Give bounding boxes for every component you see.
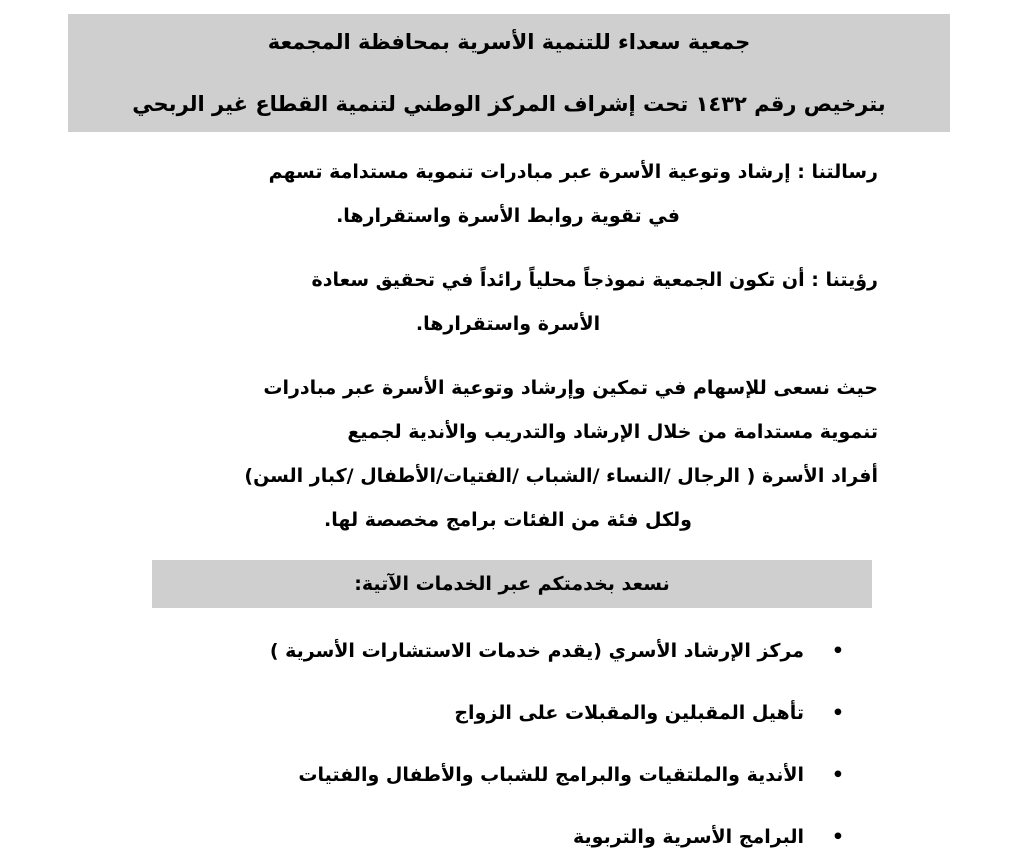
service-label: تأهيل المقبلين والمقبلات على الزواج: [454, 702, 804, 724]
about-paragraph: [138, 366, 878, 542]
bullet-icon: •: [831, 764, 844, 786]
mission-line-2: في تقوية روابط الأسرة واستقرارها.: [336, 205, 680, 227]
list-item: [144, 620, 844, 682]
services-heading: نسعد بخدمتكم عبر الخدمات الآتية:: [152, 560, 872, 608]
association-name: جمعية سعداء للتنمية الأسرية بمحافظة المجمعة: [267, 30, 751, 54]
about-line-1: حيث نسعى للإسهام في تمكين وإرشاد وتوعية الأسرة عبر مبادرات: [263, 377, 878, 399]
service-label: مركز الإرشاد الأسري (يقدم خدمات الاستشارات الأسرية ): [269, 640, 804, 662]
list-item: [144, 744, 844, 806]
service-label: البرامج الأسرية والتربوية: [573, 826, 804, 848]
bullet-icon: •: [831, 702, 844, 724]
vision-paragraph: [138, 258, 878, 346]
bullet-icon: •: [831, 826, 844, 848]
mission-line-1: رسالتنا : إرشاد وتوعية الأسرة عبر مبادرات تنموية مستدامة تسهم: [268, 161, 878, 183]
about-line-2: تنموية مستدامة من خلال الإرشاد والتدريب والأندية لجميع: [347, 421, 878, 443]
bullet-icon: •: [831, 640, 844, 662]
mission-paragraph: [138, 150, 878, 238]
service-label: الأندية والملتقيات والبرامج للشباب والأطفال والفتيات: [298, 764, 804, 786]
list-item: [144, 682, 844, 744]
about-line-4: ولكل فئة من الفئات برامج مخصصة لها.: [324, 509, 692, 531]
services-list: [144, 620, 844, 868]
license-statement: بترخيص رقم ١٤٣٢ تحت إشراف المركز الوطني لتنمية القطاع غير الربحي: [132, 92, 886, 116]
list-item: [144, 806, 844, 868]
vision-line-2: الأسرة واستقرارها.: [415, 313, 601, 335]
header-banner: [68, 14, 950, 132]
about-line-3: أفراد الأسرة ( الرجال /النساء /الشباب /الفتيات/الأطفال /كبار السن): [244, 465, 878, 487]
vision-line-1: رؤيتنا : أن تكون الجمعية نموذجاً محلياً رائداً في تحقيق سعادة: [311, 269, 878, 291]
